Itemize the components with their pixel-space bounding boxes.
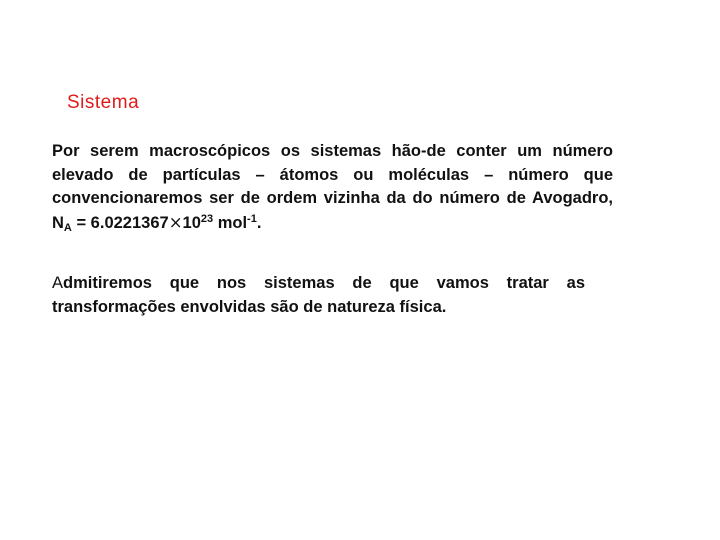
sentence-end: .	[256, 213, 262, 232]
paragraph-first-letter: A	[52, 274, 64, 292]
paragraph-transformations-text: dmitiremos que nos sistemas de que vamos tratar as transformações envolvidas são de natureza física.	[52, 274, 585, 316]
paragraph-avogadro	[52, 140, 613, 235]
power-base: 10	[182, 213, 201, 232]
avogadro-value: = 6.0221367	[71, 213, 169, 232]
unit-exponent: -1	[247, 212, 257, 225]
paragraph-transformations	[52, 272, 585, 319]
unit-label: mol	[213, 213, 248, 232]
paragraph-avogadro-text: Por serem macroscópicos os sistemas hão-de conter um número elevado de partículas – átomos ou moléculas – número que convencionaremos ser de ordem vizinha da do número de Avogadro, N	[52, 142, 613, 232]
times-symbol: ×	[168, 212, 183, 232]
power-exponent: 23	[200, 212, 214, 225]
avogadro-subscript: A	[63, 221, 72, 234]
slide-title: Sistema	[67, 92, 140, 113]
